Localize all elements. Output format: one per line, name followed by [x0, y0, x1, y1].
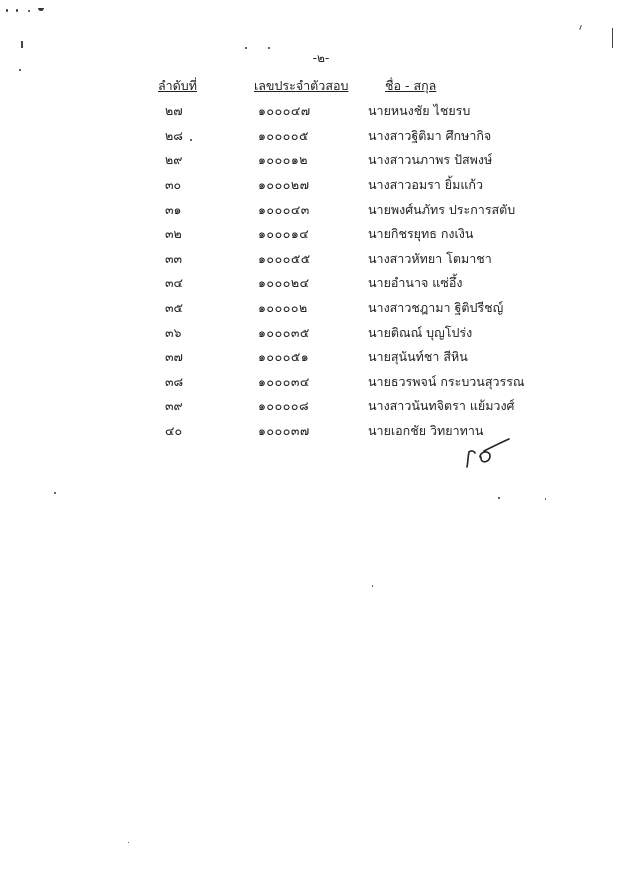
cell-exam-id: ๑๐๐๐๑๔	[258, 226, 310, 242]
table-row	[158, 271, 518, 296]
cell-name: นายพงศ์นภัทร ประการสตับ	[368, 201, 516, 217]
cell-order: ๓๐	[165, 177, 182, 193]
table-row	[158, 370, 525, 395]
cell-order: ๒๗	[165, 103, 183, 119]
scan-speck	[245, 47, 247, 49]
cell-order: ๓๘	[165, 373, 184, 389]
scan-speck	[16, 9, 18, 12]
scan-speck	[19, 69, 21, 71]
cell-exam-id: ๑๐๐๐๒๔	[258, 275, 310, 291]
scan-speck	[28, 10, 30, 12]
table-row	[158, 99, 518, 124]
table-row	[158, 296, 518, 321]
scan-speck	[498, 497, 500, 499]
table-row	[158, 148, 518, 173]
table-header-row	[158, 76, 518, 96]
cell-order: ๓๔	[165, 275, 184, 291]
cell-name: นายติณณ์ บุญโปร่ง	[368, 324, 473, 340]
header-name: ชื่อ - สกุล	[385, 78, 437, 93]
cell-name: นางสาวนันทจิตรา แย้มวงศ์	[368, 398, 515, 414]
cell-order: ๓๑	[165, 201, 182, 217]
cell-order: ๒๙	[165, 152, 183, 168]
cell-order: ๓๕	[165, 300, 184, 316]
scan-edge-line	[612, 28, 613, 48]
cell-name: นายกิชรยุทธ กงเงิน	[368, 226, 474, 242]
cell-name: นางสาวอมรา ยิ้มแก้ว	[368, 177, 483, 193]
scan-mark	[579, 25, 582, 30]
cell-name: นายสุนันท์ชา สีหิน	[368, 349, 468, 365]
header-exam-id: เลขประจำตัวสอบ	[254, 78, 349, 93]
cell-order: ๒๘	[165, 127, 183, 143]
scan-speck	[54, 492, 56, 494]
handwritten-signature	[460, 432, 512, 472]
cell-exam-id: ๑๐๐๐๐๒	[258, 300, 308, 316]
scan-speck	[268, 47, 270, 49]
cell-order: ๓๒	[165, 226, 182, 242]
scan-speck	[128, 842, 129, 843]
cell-name: นายอำนาจ แซ่อึ้ง	[368, 275, 463, 291]
cell-order: ๓๙	[165, 398, 183, 414]
table-row	[158, 197, 518, 222]
cell-name: นายเอกชัย วิทยาทาน	[368, 423, 484, 439]
cell-name: นางสาวฐิติมา ศึกษากิจ	[368, 127, 492, 143]
cell-exam-id: ๑๐๐๐๕๕	[258, 250, 311, 266]
header-order: ลำดับที่	[158, 78, 197, 93]
table-row	[158, 345, 518, 370]
cell-name: นายธวรพจน์ กระบวนสุวรรณ	[368, 373, 525, 389]
table-row	[158, 222, 518, 247]
cell-exam-id: ๑๐๐๐๐๕	[258, 127, 309, 143]
cell-exam-id: ๑๐๐๐๓๕	[258, 324, 310, 340]
table-row	[158, 124, 518, 149]
candidate-table	[158, 76, 525, 443]
page-number: -๒-	[312, 51, 330, 65]
cell-exam-id: ๑๐๐๐๔๓	[258, 201, 310, 217]
table-row	[158, 247, 518, 272]
table-row	[158, 394, 518, 419]
cell-exam-id: ๑๐๐๐๒๗	[258, 177, 310, 193]
cell-name: นายหนงชัย ไชยรบ	[368, 103, 471, 119]
cell-name: นางสาวนภาพร ปัสพงษ์	[368, 152, 493, 168]
cell-exam-id: ๑๐๐๐๐๘	[258, 398, 310, 414]
table-row	[158, 173, 518, 198]
cell-order: ๔๐	[165, 423, 183, 439]
cell-exam-id: ๑๐๐๐๕๑	[258, 349, 310, 365]
scan-mark	[21, 41, 23, 48]
table-row	[158, 320, 518, 345]
cell-name: นางสาวหัทยา โตมาชา	[368, 250, 492, 266]
scan-speck	[545, 498, 546, 500]
scan-speck	[6, 9, 8, 12]
cell-exam-id: ๑๐๐๐๓๔	[258, 373, 310, 389]
scan-speck	[372, 585, 373, 587]
cell-name: นางสาวชฎามา ฐิติปรีชญ์	[368, 300, 504, 316]
scan-speck	[38, 8, 44, 11]
cell-order: ๓๖	[165, 324, 182, 340]
cell-exam-id: ๑๐๐๐๑๒	[258, 152, 308, 168]
cell-order: ๓๓	[165, 250, 183, 266]
cell-exam-id: ๑๐๐๐๓๗	[258, 423, 310, 439]
cell-order: ๓๗	[165, 349, 183, 365]
cell-exam-id: ๑๐๐๐๔๗	[258, 103, 311, 119]
